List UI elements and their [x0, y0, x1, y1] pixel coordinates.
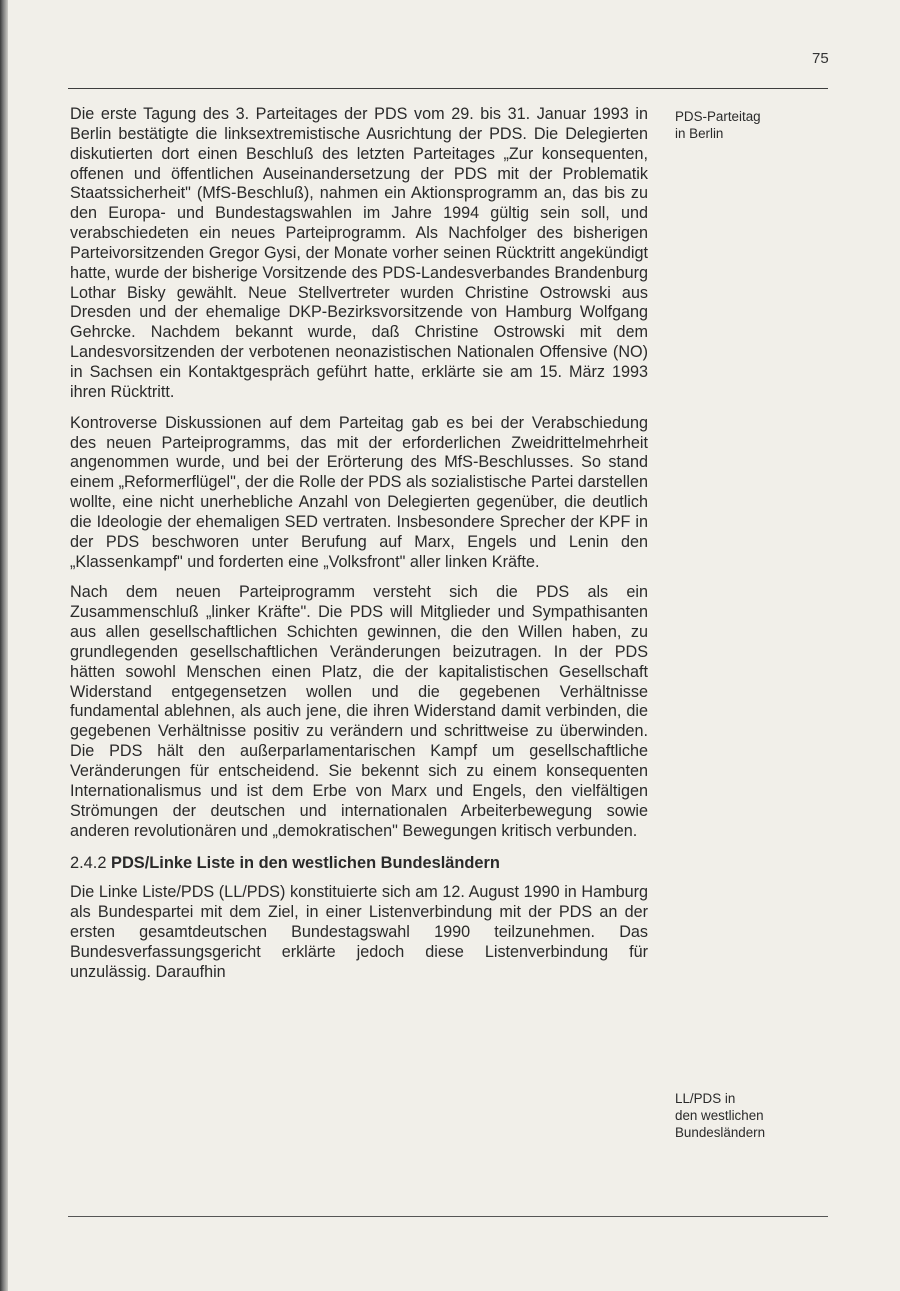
section-title: PDS/Linke Liste in den westlichen Bundesländern — [111, 854, 500, 873]
section-heading — [70, 853, 648, 873]
body-text — [70, 105, 648, 983]
paragraph: Die Linke Liste/PDS (LL/PDS) konstituierte sich am 12. August 1990 in Hamburg als Bundespartei mit dem Ziel, in einer Listenverbindung mit der PDS an der ersten gesamtdeutschen Bundestagswahl 1990 teilzunehmen. Das Bundesverfassungsgericht erklärte jedoch diese Listenverbindung für unzulässig. Daraufhin — [70, 883, 648, 981]
paragraph: Kontroverse Diskussionen auf dem Parteitag gab es bei der Verabschiedung des neuen Parteiprogramms, das mit der erforderlichen Zweidrittelmehrheit angenommen wurde, und bei der Erörterung des MfS-Beschlusses. So stand einem „Reformerflügel", der die Rolle der PDS als sozialistische Partei darstellen wollte, eine nicht unerhebliche Anzahl von Delegierten gegenüber, die deutlich die Ideologie der ehemaligen SED vertraten. Insbesondere Sprecher der KPF in der PDS beschworen unter Berufung auf Marx, Engels und Lenin den „Klassenkampf" und forderten eine „Volksfront" aller linken Kräfte. — [70, 413, 648, 571]
section-number: 2.4.2 — [70, 854, 107, 873]
page-binding-edge — [0, 0, 8, 1291]
header-rule — [68, 88, 828, 89]
footer-rule — [68, 1216, 828, 1217]
page-number: 75 — [812, 50, 829, 67]
paragraph: Nach dem neuen Parteiprogramm versteht sich die PDS als ein Zusammenschluß „linker Kräfte". Die PDS will Mitglieder und Sympathisanten aus allen gesellschaftlichen Schichten gewinnen, die den Willen haben, zu grundlegenden gesellschaftlichen Veränderungen beizutragen. In der PDS hätten sowohl Menschen einen Platz, die der kapitalistischen Gesellschaft Widerstand entgegensetzen wollen und die gegebenen Verhältnisse fundamental ablehnen, als auch jene, die ihren Widerstand damit verbinden, die gegebenen Verhältnisse positiv zu verändern und schrittweise zu überwinden. Die PDS hält den außerparlamentarischen Kampf um gesellschaftliche Veränderungen für entscheidend. Sie bekennt sich zu einem konsequenten Internationalismus und ist dem Erbe von Marx und Engels, den vielfältigen Strömungen der deutschen und internationalen Arbeiterbewegung sowie anderen revolutionären und „demokratischen" Bewegungen kritisch verbunden. — [70, 583, 648, 840]
margin-note: PDS-Parteitag in Berlin — [675, 109, 761, 141]
paragraph: Die erste Tagung des 3. Parteitages der PDS vom 29. bis 31. Januar 1993 in Berlin bestätigte die linksextremistische Ausrichtung der PDS. Die Delegierten diskutierten dort einen Beschluß des letzten Parteitages „Zur konsequenten, offenen und öffentlichen Auseinandersetzung der PDS mit der Problematik Staatssicherheit" (MfS-Beschluß), nahmen ein Aktionsprogramm an, das bis zu den Europa- und Bundestagswahlen im Jahre 1994 gültig sein soll, und verabschiedeten ein neues Parteiprogramm. Als Nachfolger des bisherigen Parteivorsitzenden Gregor Gysi, der Monate vorher seinen Rücktritt angekündigt hatte, wurde der bisherige Vorsitzende des PDS-Landesverbandes Brandenburg Lothar Bisky gewählt. Neue Stellvertreter wurden Christine Ostrowski aus Dresden und der ehemalige DKP-Bezirksvorsitzende von Hamburg Wolfgang Gehrcke. Nachdem bekannt wurde, daß Christine Ostrowski mit dem Landesvorsitzenden der verbotenen neonazistischen Nationalen Offensive (NO) in Sachsen ein Kontaktgespräch geführt hatte, erklärte sie am 15. März 1993 ihren Rücktritt. — [70, 105, 648, 401]
margin-note: LL/PDS in den westlichen Bundesländern — [675, 1091, 766, 1140]
